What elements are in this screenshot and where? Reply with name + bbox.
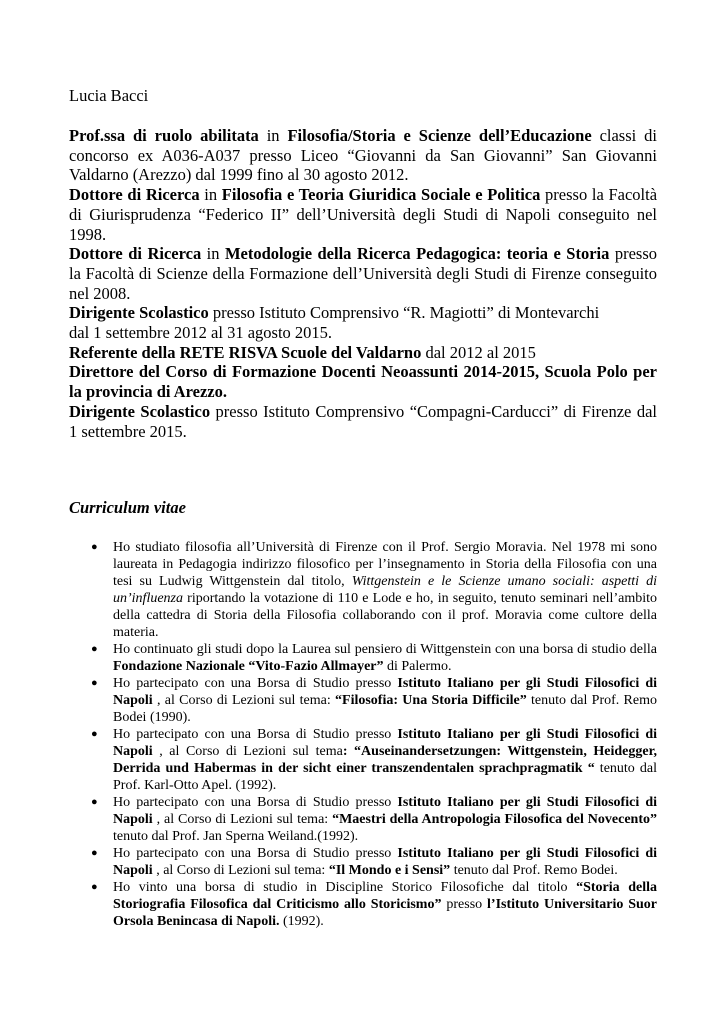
summary-paragraph [69,362,657,401]
bullet-icon: ● [91,677,98,689]
text-run: Ho partecipato con una Borsa di Studio presso [113,795,398,810]
text-run: Ho partecipato con una Borsa di Studio presso [113,846,398,861]
text-run: , al Corso di Lezioni sul tema: [152,812,333,827]
cv-list-item [91,879,658,930]
text-run: presso la Facoltà di Giurisprudenza “Federico II” dell’Università degli Studi di Napoli conseguito nel 1998. [69,185,658,244]
text-run: Ho studiato filosofia all’Università di Firenze con il Prof. Sergio Moravia. Nel 1978 mi sono laureata in Pedagogia indirizzo filosofico per l’insegnamento in Storia della Filosofia con una tesi su Ludwig Wittgenstein dal titolo, [113,540,657,589]
text-run: presso la Facoltà di Scienze della Formazione dell’Università degli Studi di Firenze conseguito nel 2008. [69,244,658,303]
text-run: Ho vinto una borsa di studio in Discipline Storico Filosofiche dal titolo [113,880,577,895]
bold-text-run: l’Istituto Universitario Suor Orsola Benincasa di Napoli. [113,897,658,929]
text-run: in [258,126,288,145]
text-run: tenuto dal Prof. Remo Bodei. [450,863,618,878]
text-run: , al Corso di Lezioni sul tema: [152,693,336,708]
text-run: tenuto dal Prof. Remo Bodei (1990). [113,693,657,725]
italic-text-run: Wittgenstein e le Scienze umano sociali: aspetti di un’influenza [113,574,657,606]
text-run: , al Corso di Lezioni sul tema [152,744,343,759]
bullet-icon: ● [91,541,98,553]
text-run: di Palermo. [383,659,452,674]
text-run: riportando la votazione di 110 e Lode e ho, in seguito, tenuto seminari nell’ambito della cattedra di Storia della Filosofia collaborando con il prof. Moravia come cultore della materia. [113,591,657,640]
bold-text-run: Fondazione Nazionale “Vito-Fazio Allmayer” [113,659,384,674]
bullet-icon: ● [91,643,98,655]
text-run: presso Istituto Comprensivo “Compagni-Carducci” di Firenze dal 1 settembre 2015. [69,401,657,441]
bold-text-run: Istituto Italiano per gli Studi Filosofici di Napoli [113,727,657,759]
bold-text-run: : “Auseinandersetzungen: Wittgenstein, Heidegger, Derrida und Habermas in der sicht einer transzendentalen sprachpragmatik “ [113,744,658,776]
curriculum-list [91,539,658,930]
bold-text-run: Filosofia/Storia e Scienze dell’Educazione [287,126,592,145]
text-run: tenuto dal Prof. Jan Sperna Weiland.(1992). [113,829,359,844]
bold-text-run: “Filosofia: Una Storia Difficile” [335,693,527,708]
cv-list-item [91,539,657,641]
bold-text-run: Filosofia e Teoria Giuridica Sociale e Politica [221,185,541,205]
text-run: Ho continuato gli studi dopo la Laurea sul pensiero di Wittgenstein con una borsa di studio della [113,642,657,657]
bullet-icon: ● [91,796,98,808]
cv-list-item [91,794,657,845]
author-name: Lucia Bacci [69,86,149,105]
summary-paragraph [69,343,657,363]
text-run: tenuto dal Prof. Karl-Otto Apel. (1992). [113,761,657,793]
cv-list-item [91,726,658,794]
curriculum-vitae-heading: Curriculum vitae [69,498,186,517]
bold-text-run: Referente della RETE RISVA Scuole del Valdarno [69,342,422,362]
cv-list-item [91,845,657,879]
professional-summary [69,126,657,441]
bullet-icon: ● [91,728,98,740]
text-run: dal 2012 al 2015 [421,342,536,362]
text-run: in [199,185,222,205]
text-run: Ho partecipato con una Borsa di Studio presso [113,676,398,691]
bold-text-run: Dirigente Scolastico [69,401,211,421]
cv-list-item [91,675,657,726]
cv-list-item [91,641,657,675]
bullet-icon: ● [91,881,98,893]
text-run: dal 1 settembre 2012 al 31 agosto 2015. [69,323,333,343]
summary-paragraph [69,126,657,185]
bold-text-run: Istituto Italiano per gli Studi Filosofici di Napoli [113,795,657,827]
summary-paragraph [69,244,657,303]
text-run: presso [441,897,488,912]
text-run: , al Corso di Lezioni sul tema: [152,863,329,878]
text-run: classi di concorso ex A036-A037 presso Liceo “Giovanni da San Giovanni” San Giovanni Valdarno (Arezzo) dal 1999 fino al 30 agosto 2012. [69,126,657,185]
summary-paragraph [69,185,657,244]
bold-text-run: Istituto Italiano per gli Studi Filosofici di Napoli [113,676,657,708]
summary-paragraph [69,402,657,441]
bold-text-run: Direttore del Corso di Formazione Docenti Neoassunti 2014-2015, Scuola Polo per la provincia di Arezzo. [69,362,657,402]
bold-text-run: Dottore di Ricerca [69,244,202,264]
bold-text-run: Metodologie della Ricerca Pedagogica: teoria e Storia [224,244,610,264]
bold-text-run: Dottore di Ricerca [69,185,200,205]
bold-text-run: Dirigente Scolastico [69,303,209,323]
text-run: presso Istituto Comprensivo “R. Magiotti” di Montevarchi [208,303,600,323]
text-run: in [201,244,225,264]
text-run: Ho partecipato con una Borsa di Studio presso [113,727,398,742]
text-run: (1992). [279,914,324,929]
bold-text-run: “Storia della Storiografia Filosofica dal Criticismo allo Storicismo” [113,880,657,912]
bold-text-run: “Maestri della Antropologia Filosofica del Novecento” [332,812,657,827]
bold-text-run: Istituto Italiano per gli Studi Filosofici di Napoli [113,846,657,878]
summary-paragraph [69,303,657,342]
bold-text-run: “Il Mondo e i Sensi” [328,863,451,878]
bullet-icon: ● [91,847,98,859]
bold-text-run: Prof.ssa di ruolo abilitata [69,126,259,145]
